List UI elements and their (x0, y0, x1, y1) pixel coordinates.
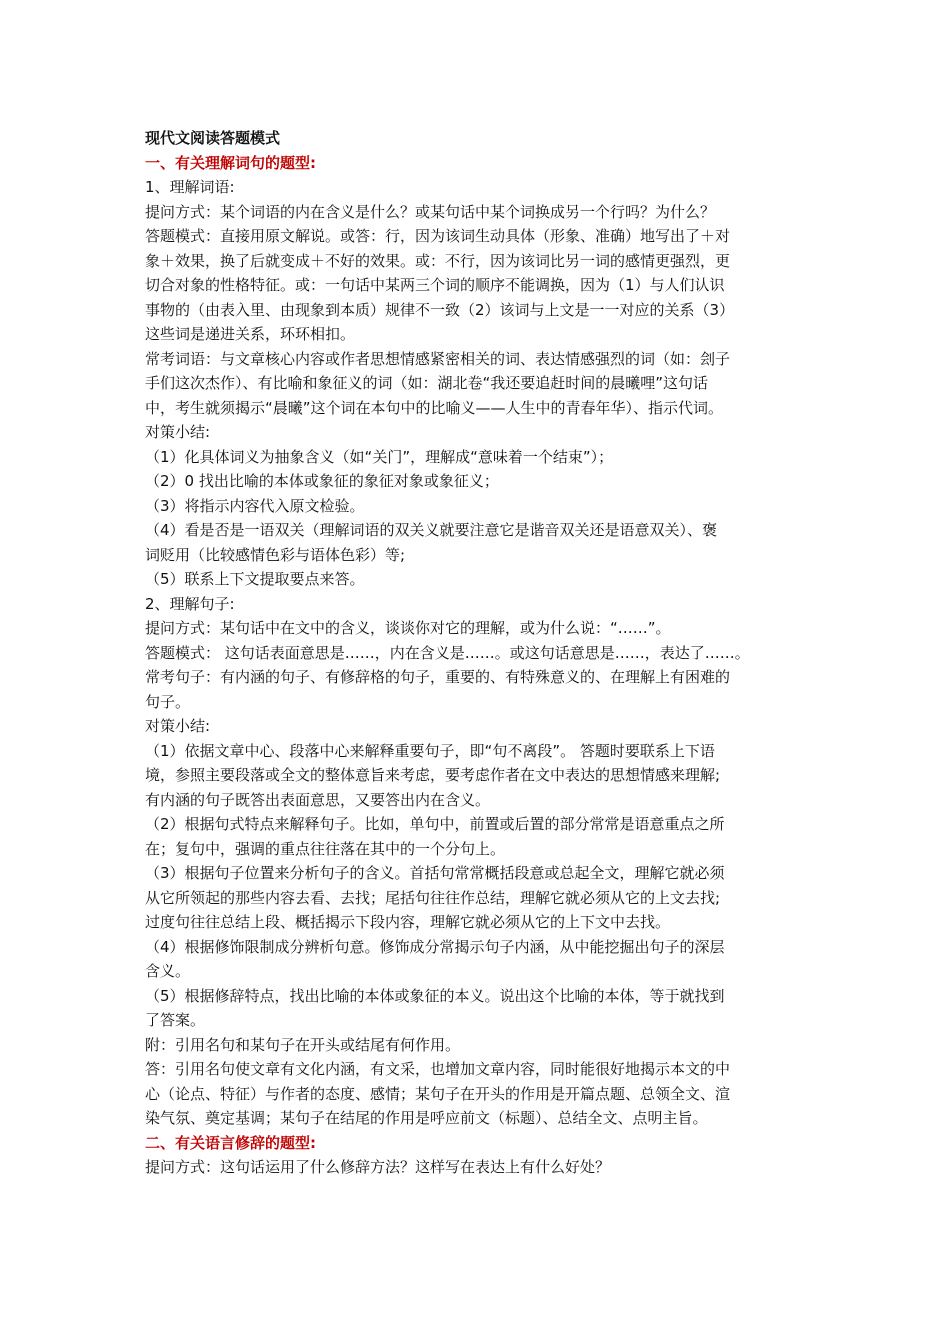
text-line: 常考句子：有内涵的句子、有修辞格的句子，重要的、有特殊意义的、在理解上有困难的 (145, 668, 731, 686)
text-line: 对策小结: (145, 717, 211, 735)
text-line: （2）根据句式特点来解释句子。比如，单句中，前置或后置的部分常常是语意重点之所 (145, 815, 725, 833)
text-line: 提问方式：某个词语的内在含义是什么？或某句话中某个词换成另一个行吗？为什么？ (145, 202, 716, 221)
text-line: （3）将指示内容代入原文检验。 (145, 496, 365, 515)
text-line: 提问方式：这句话运用了什么修辞方法？这样写在表达上有什么好处？ (145, 1158, 611, 1176)
document-lines (145, 151, 835, 1180)
text-line: （4）看是否是一语双关（理解词语的双关义就要注意它是谐音双关还是语意双关）、褒 (145, 521, 718, 539)
text-line: 提问方式：某句话中在文中的含义，谈谈你对它的理解，或为什么说：“……”。 (145, 619, 671, 637)
text-line: 境，参照主要段落或全文的整体意旨来考虑，要考虑作者在文中表达的思想情感来理解; (145, 766, 721, 784)
text-line: 染气氛、奠定基调；某句子在结尾的作用是呼应前文（标题）、总结全文、点明主旨。 (145, 1109, 708, 1127)
text-line: 答：引用名句使文章有文化内涵，有文采，也增加文章内容，同时能很好地揭示本文的中 (145, 1060, 731, 1078)
text-line: 对策小结: (145, 423, 211, 441)
document-title: 现代文阅读答题模式 (145, 129, 281, 147)
text-line: 切合对象的性格特征。或：一句话中某两三个词的顺序不能调换，因为（1）与人们认识 (145, 276, 725, 294)
text-line: （1）化具体词义为抽象含义（如“关门”，理解成“意味着一个结束”）； (145, 447, 614, 466)
text-line: 常考词语：与文章核心内容或作者思想情感紧密相关的词、表达情感强烈的词（如：刽子 (145, 349, 731, 368)
text-line: 过度句往往总结上段、概括揭示下段内容，理解它就必须从它的上下文中去找。 (145, 913, 671, 931)
text-line: 事物的（由表入里、由现象到本质）规律不一致（2）该词与上文是一一对应的关系（3） (145, 300, 735, 319)
text-line: 了答案。 (145, 1011, 206, 1029)
text-line: 2、理解句子: (145, 594, 235, 613)
text-line: （4）根据修饰限制成分辨析句意。修饰成分常揭示句子内涵，从中能挖掘出句子的深层 (145, 937, 725, 956)
text-line: 中，考生就须揭示“晨曦”这个词在本句中的比喻义——人生中的青春年华）、指示代词。 (145, 398, 724, 417)
section-heading: 二、有关语言修辞的题型: (145, 1133, 316, 1152)
text-line: 象＋效果，换了后就变成＋不好的效果。或：不行，因为该词比另一词的感情更强烈，更 (145, 251, 731, 270)
text-line: 词贬用（比较感情色彩与语体色彩）等; (145, 545, 406, 564)
text-line: （1）依据文章中心、段落中心来解释重要句子，即“句不离段”。 答题时要联系上下语 (145, 741, 715, 760)
text-line: （3）根据句子位置来分析句子的含义。首括句常常概括段意或总起全文，理解它就必须 (145, 864, 725, 882)
document-body (145, 126, 835, 1180)
text-line: 在；复句中，强调的重点往往落在其中的一个分句上。 (145, 839, 506, 858)
section-heading: 一、有关理解词句的题型: (145, 153, 316, 172)
text-line: 答题模式： 这句话表面意思是……，内在含义是……。或这句话意思是……，表达了……。 (145, 643, 750, 662)
text-line: （5）根据修辞特点，找出比喻的本体或象征的本义。说出这个比喻的本体，等于就找到 (145, 986, 725, 1005)
text-line: 1、理解词语: (145, 178, 235, 196)
text-line: 附：引用名句和某句子在开头或结尾有何作用。 (145, 1035, 461, 1054)
text-line: 答题模式：直接用原文解说。或答：行，因为该词生动具体（形象、准确）地写出了＋对 (145, 227, 731, 245)
text-line: 句子。 (145, 692, 191, 711)
text-line: （5）联系上下文提取要点来答。 (145, 570, 365, 588)
text-line: 手们这次杰作）、有比喻和象征义的词（如：湖北卷“我还要追赶时间的晨曦哩”这句话 (145, 374, 709, 392)
text-line: （2）0 找出比喻的本体或象征的象征对象或象征义； (145, 472, 499, 490)
text-line: 心（论点、特征）与作者的态度、感情；某句子在开头的作用是开篇点题、总领全文、渲 (145, 1084, 731, 1103)
text-line: 从它所领起的那些内容去看、去找；尾括句往往作总结，理解它就必须从它的上文去找; (145, 888, 721, 907)
text-line: 含义。 (145, 962, 191, 980)
text-line: 这些词是递进关系，环环相扣。 (145, 325, 356, 343)
text-line: 有内涵的句子既答出表面意思，又要答出内在含义。 (145, 790, 491, 809)
